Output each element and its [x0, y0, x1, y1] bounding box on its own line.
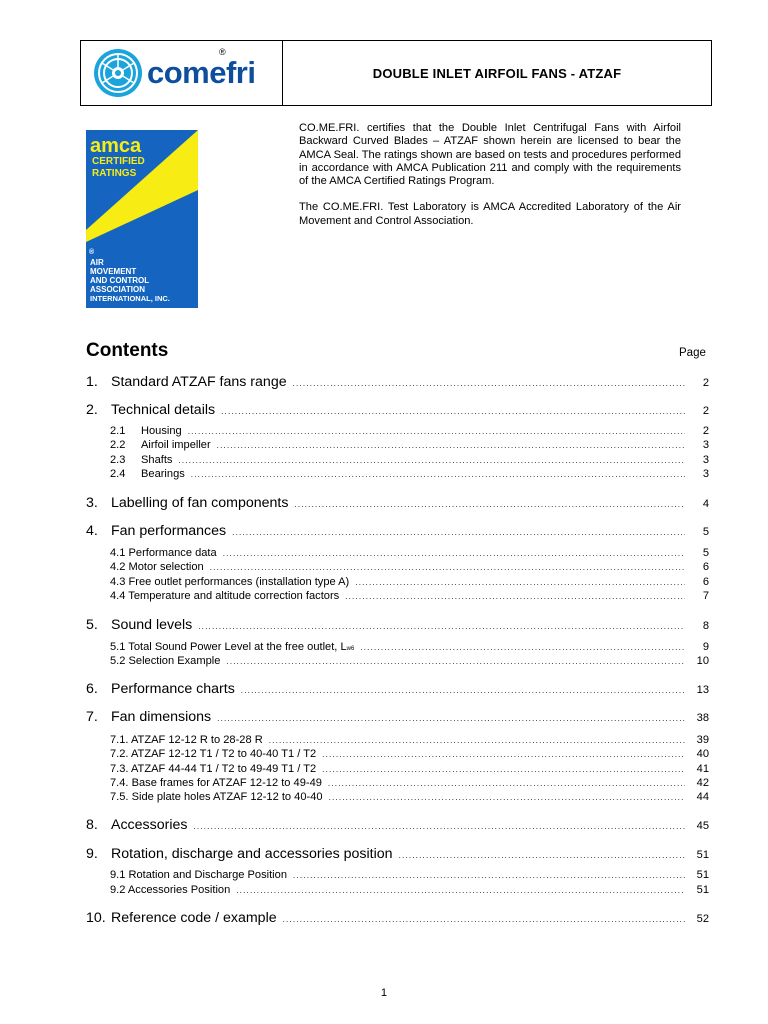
toc-dot-leader — [198, 622, 685, 631]
toc-dot-leader — [178, 456, 685, 465]
toc-subsection-entry[interactable] — [86, 468, 709, 480]
toc-dot-leader — [269, 736, 685, 745]
toc-entry-page: 6 — [702, 576, 709, 588]
toc-section-entry[interactable] — [86, 495, 709, 511]
toc-dot-leader — [217, 441, 685, 450]
toc-entry-number: 8. — [86, 817, 98, 833]
seal-org-line4: ASSOCIATION — [90, 285, 145, 294]
toc-entry-title: Labelling of fan components — [111, 495, 289, 511]
toc-dot-leader — [283, 915, 685, 924]
toc-subsection-entry[interactable] — [86, 791, 709, 803]
toc-dot-leader — [360, 643, 685, 652]
toc-dot-leader — [328, 779, 685, 788]
certification-text — [299, 122, 681, 241]
toc-entry-title: Standard ATZAF fans range — [111, 374, 287, 390]
toc-entry-number: 2.3 — [110, 454, 126, 466]
toc-entry-title: 7.4. Base frames for ATZAF 12-12 to 49-49 — [110, 777, 322, 789]
toc-section-entry[interactable] — [86, 617, 709, 633]
toc-entry-title: 4.2 Motor selection — [110, 561, 204, 573]
toc-section-entry[interactable] — [86, 374, 709, 390]
laboratory-paragraph: The CO.ME.FRI. Test Laboratory is AMCA Accredited Laboratory of the Air Movement and Control Association. — [299, 201, 681, 227]
seal-reg-text: ® — [89, 249, 95, 256]
toc-entry-page: 9 — [702, 641, 709, 653]
toc-dot-leader — [399, 851, 685, 860]
toc-entry-page: 2 — [702, 377, 709, 389]
toc-entry-page: 51 — [696, 884, 709, 896]
toc-entry-page: 39 — [696, 734, 709, 746]
toc-entry-number: 3. — [86, 495, 98, 511]
toc-entry-number: 2.2 — [110, 439, 126, 451]
toc-entry-title: Bearings — [141, 468, 185, 480]
toc-section-entry[interactable] — [86, 402, 709, 418]
toc-entry-page: 10 — [696, 655, 709, 667]
toc-dot-leader — [294, 500, 685, 509]
toc-dot-leader — [241, 686, 685, 695]
registered-mark: ® — [219, 47, 226, 57]
toc-entry-title: 4.3 Free outlet performances (installation type A) — [110, 576, 350, 588]
toc-dot-leader — [293, 379, 685, 388]
toc-entry-title: Fan dimensions — [111, 709, 212, 725]
toc-dot-leader — [223, 549, 685, 558]
toc-section-entry[interactable] — [86, 910, 709, 926]
comefri-logo-icon — [93, 48, 143, 98]
toc-entry-number: 10. — [86, 910, 106, 926]
toc-entry-page: 3 — [702, 454, 709, 466]
contents-heading: Contents — [86, 340, 169, 361]
toc-entry-page: 4 — [702, 498, 709, 510]
toc-subsection-entry[interactable] — [86, 439, 709, 451]
toc-subsection-entry[interactable] — [86, 561, 709, 573]
seal-org-line5: INTERNATIONAL, INC. — [90, 294, 170, 303]
toc-entry-page: 40 — [696, 748, 709, 760]
seal-air-text: AIR — [152, 217, 171, 229]
toc-entry-number: 7. — [86, 709, 98, 725]
toc-subsection-entry[interactable] — [86, 763, 709, 775]
toc-dot-leader — [193, 822, 685, 831]
toc-entry-page: 41 — [696, 763, 709, 775]
toc-dot-leader — [188, 427, 685, 436]
toc-entry-title: Airfoil impeller — [141, 439, 211, 451]
page-column-label: Page — [679, 347, 706, 359]
toc-entry-title: 7.5. Side plate holes ATZAF 12-12 to 40-40 — [110, 791, 323, 803]
toc-entry-page: 38 — [696, 712, 709, 724]
toc-dot-leader — [293, 871, 685, 880]
document-title: DOUBLE INLET AIRFOIL FANS - ATZAF — [372, 65, 622, 81]
toc-entry-title: 5.1 Total Sound Power Level at the free outlet, L — [110, 641, 347, 653]
seal-certified-text: CERTIFIED — [92, 156, 145, 167]
toc-subsection-entry[interactable] — [86, 576, 709, 588]
toc-entry-title: 9.2 Accessories Position — [110, 884, 231, 896]
toc-dot-leader — [322, 765, 685, 774]
certification-paragraph: CO.ME.FRI. certifies that the Double Inlet Centrifugal Fans with Airfoil Backward Curved Blades – ATZAF shown herein are licensed to bear the AMCA Seal. The ratings shown are based on tests and procedures performed in accordance with AMCA Publication 211 and comply with the requirements of the AMCA Certified Ratings Program. — [299, 122, 681, 188]
toc-entry-title: 4.4 Temperature and altitude correction factors — [110, 590, 340, 602]
toc-section-entry[interactable] — [86, 523, 709, 539]
title-cell — [283, 41, 711, 105]
company-logo — [81, 41, 283, 105]
toc-entry-title: Technical details — [111, 402, 216, 418]
toc-entry-title: 7.3. ATZAF 44-44 T1 / T2 to 49-49 T1 / T2 — [110, 763, 317, 775]
toc-entry-page: 7 — [702, 590, 709, 602]
toc-entry-page: 5 — [702, 547, 709, 559]
toc-subsection-entry[interactable] — [86, 454, 709, 466]
toc-entry-number: 5. — [86, 617, 98, 633]
toc-entry-page: 3 — [702, 439, 709, 451]
toc-dot-leader — [232, 528, 685, 537]
toc-entry-page: 51 — [696, 869, 709, 881]
toc-subsection-entry[interactable] — [86, 590, 709, 602]
document-header — [80, 40, 712, 106]
toc-entry-number: 2.4 — [110, 468, 126, 480]
toc-entry-title: Rotation, discharge and accessories position — [111, 846, 393, 862]
toc-section-entry[interactable] — [86, 681, 709, 697]
toc-subsection-entry[interactable] — [86, 748, 709, 760]
toc-entry-title: Housing — [141, 425, 182, 437]
toc-entry-title: 9.1 Rotation and Discharge Position — [110, 869, 287, 881]
toc-entry-title: 4.1 Performance data — [110, 547, 217, 559]
toc-entry-number: 6. — [86, 681, 98, 697]
toc-subsection-entry[interactable] — [86, 425, 709, 437]
toc-entry-number: 9. — [86, 846, 98, 862]
toc-entry-title: Performance charts — [111, 681, 235, 697]
logo-wordmark: comefri — [147, 55, 256, 90]
toc-subsection-entry[interactable] — [86, 734, 709, 746]
toc-entry-title: Fan performances — [111, 523, 227, 539]
toc-entry-number: 2.1 — [110, 425, 126, 437]
toc-entry-title: Shafts — [141, 454, 173, 466]
amca-seal — [86, 130, 198, 308]
toc-entry-page: 3 — [702, 468, 709, 480]
toc-section-entry[interactable] — [86, 846, 709, 862]
toc-entry-page: 45 — [696, 820, 709, 832]
toc-entry-page: 52 — [696, 913, 709, 925]
toc-entry-subscript: w6 — [346, 646, 355, 652]
toc-entry-title: Accessories — [111, 817, 188, 833]
seal-org-line3: AND CONTROL — [90, 276, 150, 285]
toc-subsection-entry[interactable] — [86, 641, 709, 653]
toc-dot-leader — [217, 714, 685, 723]
toc-dot-leader — [322, 750, 685, 759]
seal-org-line2: MOVEMENT — [90, 267, 137, 276]
toc-dot-leader — [236, 886, 685, 895]
toc-entry-page: 42 — [696, 777, 709, 789]
toc-entry-page: 44 — [696, 791, 709, 803]
toc-dot-leader — [221, 407, 685, 416]
toc-subsection-entry[interactable] — [86, 547, 709, 559]
seal-amca-text: amca — [90, 135, 142, 157]
toc-dot-leader — [191, 470, 685, 479]
toc-entry-number: 2. — [86, 402, 98, 418]
toc-section-entry[interactable] — [86, 817, 709, 833]
toc-dot-leader — [226, 657, 685, 666]
toc-subsection-entry[interactable] — [86, 884, 709, 896]
seal-org-line1: AIR — [90, 258, 104, 267]
toc-entry-page: 5 — [702, 526, 709, 538]
toc-entry-title: 5.2 Selection Example — [110, 655, 221, 667]
toc-entry-title: Reference code / example — [111, 910, 277, 926]
toc-subsection-entry[interactable] — [86, 869, 709, 881]
toc-section-entry[interactable] — [86, 709, 709, 725]
toc-entry-title: 7.2. ATZAF 12-12 T1 / T2 to 40-40 T1 / T2 — [110, 748, 317, 760]
toc-entry-page: 6 — [702, 561, 709, 573]
page-number: 1 — [380, 987, 388, 999]
toc-dot-leader — [345, 592, 685, 601]
toc-dot-leader — [210, 563, 685, 572]
toc-entry-page: 2 — [702, 405, 709, 417]
toc-entry-title: Sound levels — [111, 617, 193, 633]
toc-entry-page: 8 — [702, 620, 709, 632]
toc-subsection-entry[interactable] — [86, 777, 709, 789]
toc-entry-page: 2 — [702, 425, 709, 437]
toc-entry-number: 1. — [86, 374, 98, 390]
toc-subsection-entry[interactable] — [86, 655, 709, 667]
seal-performance-text: PERFORMANCE — [144, 228, 180, 233]
toc-entry-title: 7.1. ATZAF 12-12 R to 28-28 R — [110, 734, 263, 746]
toc-dot-leader — [355, 578, 685, 587]
toc-entry-page: 13 — [696, 684, 709, 696]
toc-dot-leader — [329, 793, 685, 802]
toc-entry-number: 4. — [86, 523, 98, 539]
seal-ratings-text: RATINGS — [92, 168, 137, 179]
toc-entry-page: 51 — [696, 849, 709, 861]
